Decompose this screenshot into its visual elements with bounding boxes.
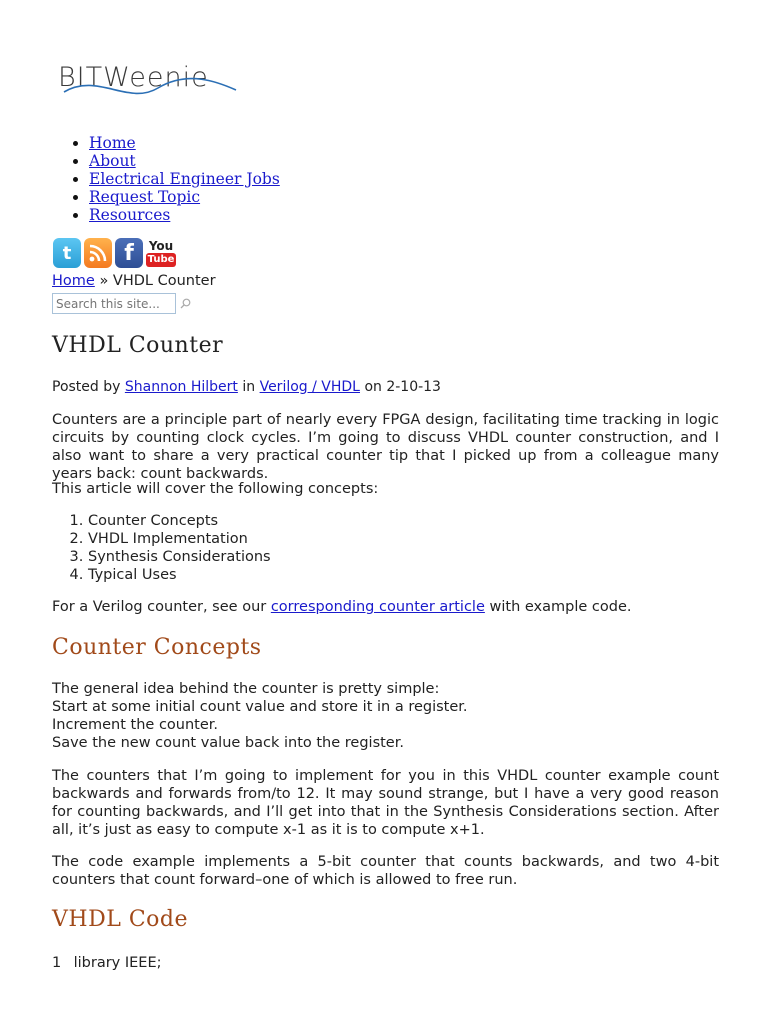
nav-item-home: [89, 134, 280, 152]
search-form: [52, 293, 191, 314]
nav-item-about: [89, 152, 280, 170]
rss-glyph: [89, 244, 107, 262]
counters-paragraph-block: [52, 767, 719, 839]
youtube-top: You: [148, 238, 174, 253]
page-title: VHDL Counter: [52, 333, 224, 358]
nav-link-home[interactable]: Home: [89, 134, 136, 152]
logo-text: BITWeenie: [58, 62, 209, 93]
verilog-block: [52, 598, 719, 616]
rss-icon[interactable]: [84, 238, 112, 268]
breadcrumb-current: VHDL Counter: [112, 273, 216, 289]
concept-item: 2. VHDL Implementation: [88, 530, 271, 548]
youtube-bottom: Tube: [147, 253, 175, 265]
concept-line: Save the new count value back into the register.: [52, 735, 404, 751]
intro-block: [52, 411, 719, 483]
nav-link-about[interactable]: About: [89, 152, 136, 170]
code-example-paragraph: The code example implements a 5-bit counter that counts backwards, and two 4-bit counters that count forward–one of which is allowed to free run.: [52, 854, 719, 888]
nav-item-request-topic: [89, 188, 280, 206]
meta-in: in: [242, 379, 256, 395]
concept-line: Increment the counter.: [52, 717, 219, 733]
author-link[interactable]: Shannon Hilbert: [124, 379, 238, 395]
concept-item: 1. Counter Concepts: [88, 512, 271, 530]
code-line: [52, 955, 162, 971]
cover-paragraph: This article will cover the following concepts:: [52, 481, 379, 497]
site-logo[interactable]: [58, 62, 238, 102]
post-meta: [52, 379, 441, 395]
concept-item: 3. Synthesis Considerations: [88, 548, 271, 566]
concepts-list: [52, 512, 271, 584]
breadcrumb: [52, 273, 216, 289]
meta-posted-by: Posted by: [52, 379, 121, 395]
youtube-icon[interactable]: [146, 238, 176, 268]
twitter-icon[interactable]: t: [53, 238, 81, 268]
concept-line: The general idea behind the counter is pretty simple:: [52, 681, 440, 697]
section-heading-counter-concepts: Counter Concepts: [52, 635, 262, 660]
concept-item: 4. Typical Uses: [88, 566, 271, 584]
nav-item-resources: [89, 206, 280, 224]
nav-link-request-topic[interactable]: Request Topic: [89, 188, 201, 206]
section-heading-vhdl-code: VHDL Code: [52, 907, 188, 932]
code-line-number: 1: [52, 955, 62, 971]
search-icon[interactable]: [180, 298, 191, 309]
logo-swoosh-icon: [58, 62, 248, 104]
counters-paragraph: The counters that I’m going to implement for you in this VHDL counter example count backwards and forwards from/to 12. It may sound strange, but I have a very good reason for counting backwards, and I’ll get into that in the Synthesis Considerations section. After all, it’s just as easy to compute x-1 as it is to compute x+1.: [52, 768, 719, 838]
code-line-text: library IEEE;: [73, 955, 162, 971]
nav-link-jobs[interactable]: Electrical Engineer Jobs: [89, 170, 280, 188]
intro-paragraph: Counters are a principle part of nearly every FPGA design, facilitating time tracking in logic circuits by counting clock cycles. I’m going to discuss VHDL counter construction, and I also want to share a very practical counter tip that I picked up from a colleague many years back: count backwards.: [52, 412, 719, 482]
cover-block: [52, 480, 719, 498]
facebook-icon[interactable]: f: [115, 238, 143, 268]
verilog-article-link[interactable]: corresponding counter article: [270, 599, 485, 615]
code-example-paragraph-block: [52, 853, 719, 889]
breadcrumb-separator: »: [99, 273, 109, 289]
concepts-lines: [52, 680, 719, 752]
social-icons: [53, 238, 176, 268]
category-link[interactable]: Verilog / VHDL: [259, 379, 360, 395]
nav-item-jobs: [89, 170, 280, 188]
main-nav: [52, 134, 280, 224]
concept-line: Start at some initial count value and store it in a register.: [52, 699, 468, 715]
verilog-before: For a Verilog counter, see our: [52, 599, 267, 615]
meta-date: on 2-10-13: [364, 379, 441, 395]
verilog-after: with example code.: [489, 599, 632, 615]
search-input[interactable]: [52, 293, 176, 314]
breadcrumb-home-link[interactable]: Home: [52, 273, 95, 289]
nav-link-resources[interactable]: Resources: [89, 206, 171, 224]
